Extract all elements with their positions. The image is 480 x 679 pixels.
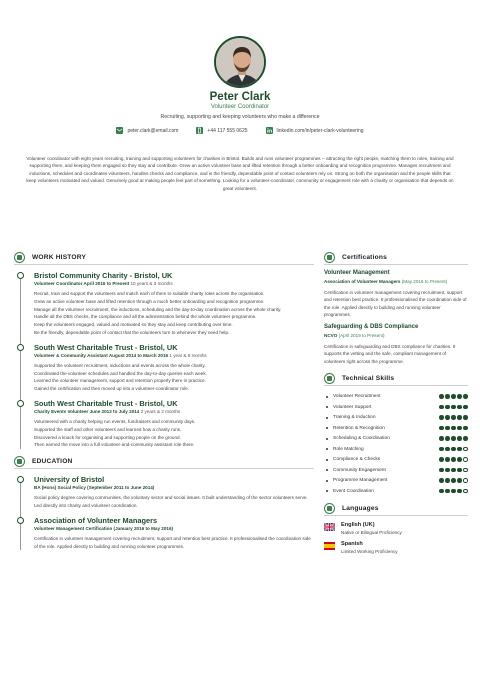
certification-item [324, 324, 468, 365]
skill-item [324, 433, 468, 444]
section-title: EDUCATION [32, 458, 73, 466]
section-title: WORK HISTORY [32, 254, 87, 261]
rating-dot-icon [457, 415, 462, 420]
skill-rating [439, 489, 468, 494]
education-degree: BA (Hons) Social Policy (September 2011 to June 2014) [34, 485, 155, 491]
rating-dot-icon [463, 426, 468, 431]
work-entry [34, 343, 314, 393]
skill-item [324, 444, 468, 455]
rating-dot-icon [451, 394, 456, 399]
rating-dot-icon [457, 405, 462, 410]
rating-dot-icon [463, 489, 468, 494]
language-level: Native or Bilingual Proficiency [341, 530, 402, 536]
contact-linkedin[interactable] [266, 127, 364, 134]
skill-item [324, 465, 468, 476]
contact-phone[interactable] [196, 127, 247, 134]
briefcase-icon [14, 252, 25, 263]
work-description: Recruit, train and support the volunteers and match each of them to suitable charity roles across the organisation. Grew an active volunteer base and lifted retention through a much better onboarding and recognition programme. Manage all the volunteer recruitment, the inductions, scheduling and the day-to-day coordination across the whole charity. Handle all the DBS checks, the compliance and all the administration behind the whole volunteer programme. Keep the volunteers engaged, valued and motivated so they stay and keep contributing over time. Be the friendly, dependable point of contact that the volunteers turn to whenever they need help. [34, 291, 282, 335]
skill-item [324, 402, 468, 413]
certification-item [324, 270, 468, 319]
work-history-header [14, 251, 314, 265]
email-text: peter.clark@email.com [127, 127, 179, 134]
rating-dot-icon [439, 478, 444, 483]
skill-item [324, 391, 468, 402]
language-name: Spanish [341, 541, 363, 548]
bullet-icon [326, 396, 328, 398]
skill-rating [439, 457, 468, 462]
bullet-icon [326, 438, 328, 440]
rating-dot-icon [439, 489, 444, 494]
education-description: Certification in volunteer management covering recruitment, support and retention best practice. It professionalised the coordination side of the role. Applied directly to building and running volunteer programmes. [34, 535, 311, 549]
rating-dot-icon [457, 436, 462, 441]
rating-dot-icon [451, 447, 456, 452]
section-title: Technical Skills [342, 375, 395, 383]
rating-dot-icon [445, 415, 450, 420]
rating-dot-icon [451, 436, 456, 441]
skill-rating [439, 405, 468, 410]
technical-skills-header [324, 372, 468, 386]
rating-dot-icon [439, 436, 444, 441]
skill-rating [439, 436, 468, 441]
rating-dot-icon [439, 468, 444, 473]
skill-rating [439, 468, 468, 473]
skill-rating [439, 415, 468, 420]
work-entry [34, 399, 314, 449]
rating-dot-icon [445, 436, 450, 441]
rating-dot-icon [457, 394, 462, 399]
work-description: Supported the volunteer recruitment, inductions and events across the whole charity. Coordinated the volunteer schedules and handled the day-to-day queries each week. Learned the volunteer management, support and retention properly there in practice. Gained the certification and then moved up into a volunteer-coordinator role. [34, 362, 207, 392]
skill-item [324, 454, 468, 465]
certification-description: Certification in safeguarding and DBS compliance for charities. It supports the vetting and the safe, compliant management of volunteers right across the programme. [324, 343, 456, 364]
skill-item [324, 423, 468, 434]
timeline-dot [17, 476, 24, 483]
spain-flag-icon [324, 542, 335, 550]
work-role: Volunteer Coordinator April 2016 to Present 10 years & 3 months [34, 281, 173, 286]
skill-name: Programme Management [333, 478, 388, 484]
rating-dot-icon [451, 405, 456, 410]
skill-name: Scheduling & Coordination [333, 436, 390, 442]
linkedin-icon [266, 127, 273, 134]
skill-rating [439, 447, 468, 452]
linkedin-text: linkedin.com/in/peter-clark-volunteering [276, 127, 364, 134]
rating-dot-icon [439, 394, 444, 399]
phone-text: +44 117 555 0625 [207, 127, 248, 134]
education-header [14, 455, 314, 469]
rating-dot-icon [463, 405, 468, 410]
rating-dot-icon [445, 457, 450, 462]
rating-dot-icon [457, 457, 462, 462]
work-description: Volunteered with a charity helping run events, fundraisers and community days. Supported the staff and other volunteers and learned how a charity runs. Discovered a knack for organising and supporting people on the ground. Then earned the move into a full volunteer-and-community assistant role there. [34, 418, 196, 448]
skill-name: Volunteer Recruitment [333, 394, 381, 400]
rating-dot-icon [451, 426, 456, 431]
rating-dot-icon [457, 489, 462, 494]
candidate-name: Peter Clark [209, 91, 271, 103]
language-item [324, 522, 468, 535]
skill-name: Compliance & Checks [333, 457, 381, 463]
uk-flag-icon [324, 523, 335, 531]
skill-rating [439, 426, 468, 431]
timeline-dot [17, 517, 24, 524]
bullet-icon [326, 427, 328, 429]
certification-title: Safeguarding & DBS Compliance [324, 323, 419, 330]
rating-dot-icon [463, 415, 468, 420]
skill-name: Event Coordination [333, 488, 374, 494]
skill-name: Retention & Recognition [333, 425, 385, 431]
rating-dot-icon [439, 405, 444, 410]
timeline-dot [17, 400, 24, 407]
rating-dot-icon [463, 447, 468, 452]
rating-dot-icon [445, 489, 450, 494]
certification-title: Volunteer Management [324, 270, 390, 276]
skill-name: Training & Induction [333, 415, 376, 421]
section-title: Certifications [342, 254, 387, 261]
education-degree: Volunteer Management Certification (January 2016 to May 2016) [34, 525, 174, 531]
education-entry [34, 516, 314, 551]
bullet-icon [326, 480, 328, 482]
rating-dot-icon [439, 447, 444, 452]
rating-dot-icon [451, 415, 456, 420]
education-school: Association of Volunteer Managers [34, 515, 158, 525]
timeline-dot [17, 344, 24, 351]
bullet-icon [326, 469, 328, 471]
skill-item [324, 412, 468, 423]
skill-item [324, 475, 468, 486]
contact-email[interactable] [116, 127, 178, 134]
skill-rating [439, 394, 468, 399]
phone-icon [196, 127, 203, 134]
rating-dot-icon [445, 468, 450, 473]
rating-dot-icon [445, 426, 450, 431]
work-org: Bristol Community Charity - Bristol, UK [34, 271, 173, 280]
skill-name: Community Engagement [333, 467, 386, 473]
rating-dot-icon [445, 478, 450, 483]
bullet-icon [326, 448, 328, 450]
profile-photo [214, 36, 266, 88]
bullet-icon [326, 490, 328, 492]
education-school: University of Bristol [34, 475, 105, 485]
rating-dot-icon [457, 447, 462, 452]
language-name: English (UK) [341, 522, 375, 529]
certification-description: Certification in volunteer management covering recruitment, support and retention best practice. It professionalised the coordination side of the role. Applied directly to building and running volunteer programmes. [324, 289, 467, 318]
resume-header [0, 36, 480, 134]
skills-list [324, 391, 468, 496]
rating-dot-icon [457, 478, 462, 483]
email-icon [116, 127, 123, 134]
candidate-tagline: Recruiting, supporting and keeping volunteers who make a difference [160, 114, 320, 120]
education-description: Social policy degree covering communities, the voluntary sector and social issues. It built understanding of the sector volunteers serve. Led directly into charity and volunteer coordination. [34, 495, 308, 508]
work-entry [34, 271, 314, 337]
rating-dot-icon [463, 436, 468, 441]
rating-dot-icon [451, 478, 456, 483]
rating-dot-icon [439, 457, 444, 462]
rating-dot-icon [445, 394, 450, 399]
skill-rating [439, 478, 468, 483]
certification-issuer: Association of Volunteer Managers (May 2016 to Present) [324, 279, 448, 284]
bullet-icon [326, 459, 328, 461]
work-role: Charity Events Volunteer June 2012 to July 2014 2 years & 2 months [34, 408, 181, 414]
rating-dot-icon [463, 457, 468, 462]
certifications-header [324, 251, 468, 265]
chart-icon [324, 373, 335, 384]
certification-issuer: NCVO (April 2019 to Present) [324, 332, 385, 338]
bullet-icon [326, 417, 328, 419]
candidate-title: Volunteer Coordinator [210, 104, 270, 110]
languages-header [324, 502, 468, 516]
bullet-icon [326, 406, 328, 408]
work-role: Volunteer & Community Assistant August 2014 to March 2016 1 year & 8 months [34, 352, 207, 358]
timeline-dot [17, 272, 24, 279]
professional-summary: Volunteer coordinator with eight years recruiting, training and supporting volunteers for charities in Bristol. Builds and runs volunteer programmes -- attracting the right people, matching them to roles, training and supporting them, and keeping them engaged so they stay and contribute. Grew an active volunteer base and lifted retention through a better onboarding and recognition programme. Manages recruitment and inductions, schedules and coordinates volunteers, handles checks and compliance, and is the friendly, dependable point of contact volunteers rely on. Strong on both the organisation and the people skills that keep volunteers motivated and valued. Genuinely good at making people feel part of something. Looking for a volunteer-coordinator, community or engagement role with a charity or organisation that depends on great volunteers. [26, 156, 454, 191]
globe-icon [324, 503, 335, 514]
rating-dot-icon [451, 457, 456, 462]
rating-dot-icon [451, 468, 456, 473]
education-entry [34, 475, 314, 510]
language-level: Limited Working Proficiency [341, 549, 398, 555]
certificate-icon [324, 252, 335, 263]
rating-dot-icon [463, 394, 468, 399]
skill-name: Role Matching [333, 446, 364, 452]
rating-dot-icon [451, 489, 456, 494]
rating-dot-icon [463, 478, 468, 483]
language-item [324, 541, 468, 554]
rating-dot-icon [445, 447, 450, 452]
work-timeline [20, 271, 314, 449]
right-column [324, 251, 468, 554]
rating-dot-icon [457, 468, 462, 473]
skill-name: Volunteer Support [333, 404, 372, 410]
work-org: South West Charitable Trust - Bristol, UK [34, 398, 178, 408]
rating-dot-icon [457, 426, 462, 431]
rating-dot-icon [445, 405, 450, 410]
work-org: South West Charitable Trust - Bristol, UK [34, 342, 178, 352]
rating-dot-icon [439, 415, 444, 420]
contact-row [0, 127, 480, 134]
rating-dot-icon [439, 426, 444, 431]
avatar-illustration [216, 38, 266, 88]
left-column [14, 251, 314, 556]
rating-dot-icon [463, 468, 468, 473]
section-title: Languages [342, 505, 379, 513]
graduation-cap-icon [14, 456, 25, 467]
education-timeline [20, 475, 314, 550]
skill-item [324, 486, 468, 497]
